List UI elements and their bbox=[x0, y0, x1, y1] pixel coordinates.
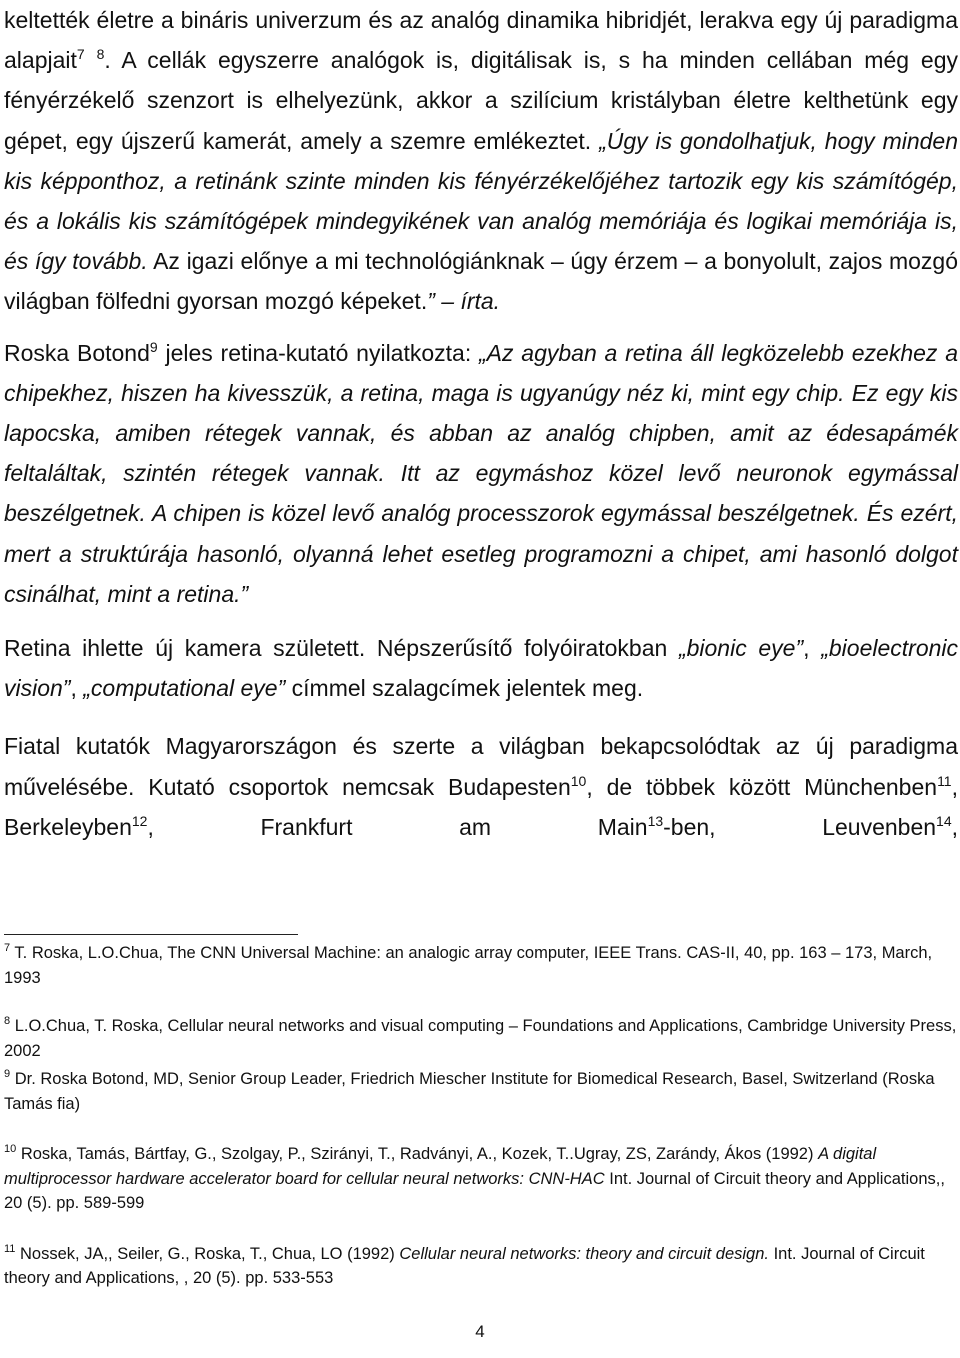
footnote-text: L.O.Chua, T. Roska, Cellular neural networks and visual computing – Foundations and Applications, Cambridge University Press, 2002 bbox=[4, 1017, 957, 1060]
text-run: -ben, Leuvenben bbox=[663, 813, 937, 840]
quote-italic: „Az agyban a retina áll legközelebb ezekhez a chipekhez, hiszen ha kivesszük, a retina, maga is ugyanúgy néz ki, mint egy chip. Ez egy kis lapocska, amiben rétegek vannak, és abban az analóg chipben, amit az édesapámék feltaláltak, szintén rétegek vannak. Itt az egymáshoz közel levő neuronok egymással beszélgetnek. A chipen is közel levő analóg processzorok egymással beszélgetnek. És ezért, mert a struktúrája hasonló, olyanná lehet esetleg programozni a chipet, ami hasonló dolgot csinálhat, mint a retina. bbox=[4, 339, 958, 607]
text-run: , de többek között Münchenben bbox=[586, 773, 938, 800]
footnote-ref-9[interactable]: 9 bbox=[149, 338, 158, 355]
text-run: , Berkeleyben bbox=[4, 773, 958, 840]
footnote-text: Int. Journal of Circuit theory and Applications, , 20 (5). pp. 533-553 bbox=[4, 1244, 925, 1287]
text-run: Roska Botond bbox=[4, 339, 150, 366]
footnote-ref-13[interactable]: 13 bbox=[647, 812, 664, 829]
footnote-number: 10 bbox=[4, 1143, 17, 1155]
paragraph-cnn-camera bbox=[4, 0, 958, 322]
quote-close: ” bbox=[240, 580, 249, 607]
footnote-8 bbox=[4, 1014, 958, 1063]
footnote-text: Roska, Tamás, Bártfay, G., Szolgay, P., Szirányi, T., Radványi, A., Kozek, T..Ugray, ZS, Zarándy, Ákos (1992) bbox=[16, 1145, 819, 1163]
footnote-text: T. Roska, L.O.Chua, The CNN Universal Machine: an analogic array computer, IEEE Trans. CAS-II, 40, pp. 163 – 173, March, 1993 bbox=[4, 944, 933, 987]
headline-computational-eye: „computational eye” bbox=[83, 675, 286, 702]
text-run: , bbox=[803, 635, 822, 662]
page-number: 4 bbox=[475, 1322, 485, 1341]
footnote-10 bbox=[4, 1142, 958, 1216]
footnote-title-italic: A digital multiprocessor hardware accelerator board for cellular neural networks: CNN-HAC bbox=[4, 1145, 877, 1188]
footnote-ref-11[interactable]: 11 bbox=[937, 772, 952, 789]
footnotes bbox=[4, 941, 958, 1291]
footnote-text: Dr. Roska Botond, MD, Senior Group Leader, Friedrich Miescher Institute for Biomedical Research, Basel, Switzerland (Roska Tamás fia) bbox=[4, 1070, 935, 1113]
footnote-7 bbox=[4, 941, 958, 990]
text-line: keltették életre a bináris univerzum és az analóg dinamika hibridjét, lerakva egy új bbox=[4, 7, 843, 33]
footnote-separator bbox=[4, 934, 298, 935]
footnote-9 bbox=[4, 1067, 958, 1116]
text-run: Fiatal kutatók Magyarországon és szerte a világban bekapcsolódtak az új paradigma művelésébe. Kutató csoportok nemcsak Budapesten bbox=[4, 733, 958, 800]
paragraph-retina-camera bbox=[4, 628, 958, 708]
footnote-11 bbox=[4, 1242, 958, 1291]
footnote-number: 11 bbox=[4, 1242, 16, 1255]
footnote-ref-10[interactable]: 10 bbox=[570, 772, 587, 789]
footnote-ref-14[interactable]: 14 bbox=[936, 812, 952, 829]
text-run: Retina ihlette új kamera született. Népszerűsítő folyóiratokban bbox=[4, 635, 679, 662]
text-run: címmel szalagcímek jelentek meg. bbox=[285, 675, 644, 702]
headline-bionic-eye: „bionic eye” bbox=[678, 635, 804, 662]
text-run: Az igazi előnye a mi technológiánknak – úgy érzem – a bonyolult, zajos mozgó világban fölfedni gyorsan mozgó képeket. bbox=[4, 248, 959, 315]
footnote-ref-8[interactable]: 8 bbox=[96, 46, 105, 63]
footnote-number: 7 bbox=[4, 942, 11, 954]
text-run: , Frankfurt am Main bbox=[147, 813, 648, 840]
paragraph-young-researchers bbox=[4, 726, 958, 847]
text-run: . A cellák egyszerre analógok is, digitálisak is, s ha minden cellában még egy fényérzékelő szenzort is elhelyezünk, akkor a szilícium kristályban életre kelthetünk egy gépet, egy újszerű kamerát, amely a szemre emlékeztet. bbox=[4, 47, 958, 154]
document-body bbox=[4, 0, 958, 847]
headline-bioelectronic-vision: „bioelectronic vision” bbox=[4, 635, 959, 702]
paragraph-roska-botond bbox=[4, 333, 958, 614]
text-run: , bbox=[70, 675, 84, 702]
text-run: paradigma alapjait bbox=[4, 7, 958, 74]
footnote-text: Nossek, JA,, Seiler, G., Roska, T., Chua, LO (1992) bbox=[15, 1244, 400, 1263]
footnote-text: Int. Journal of Circuit theory and Applications,, 20 (5). pp. 589-599 bbox=[4, 1169, 945, 1212]
text-run: , bbox=[951, 813, 958, 840]
footnote-ref-12[interactable]: 12 bbox=[131, 812, 148, 829]
footnote-number: 9 bbox=[4, 1068, 11, 1080]
text-run: jeles retina-kutató nyilatkozta: bbox=[157, 339, 480, 366]
quote-italic: „Úgy is gondolhatjuk, hogy minden kis képponthoz, a retinánk szinte minden kis fényérzékelőjéhez tartozik egy kis számítógép, és a lokális kis számítógépek mindegyikének van analóg memóriája és logikai memóriája is, és így tovább. bbox=[4, 127, 959, 275]
quote-end-italic: ” – írta. bbox=[427, 288, 501, 315]
footnote-ref-7[interactable]: 7 bbox=[76, 46, 85, 63]
footnote-title-italic: Cellular neural networks: theory and circuit design. bbox=[399, 1244, 769, 1263]
footnote-number: 8 bbox=[4, 1015, 11, 1027]
